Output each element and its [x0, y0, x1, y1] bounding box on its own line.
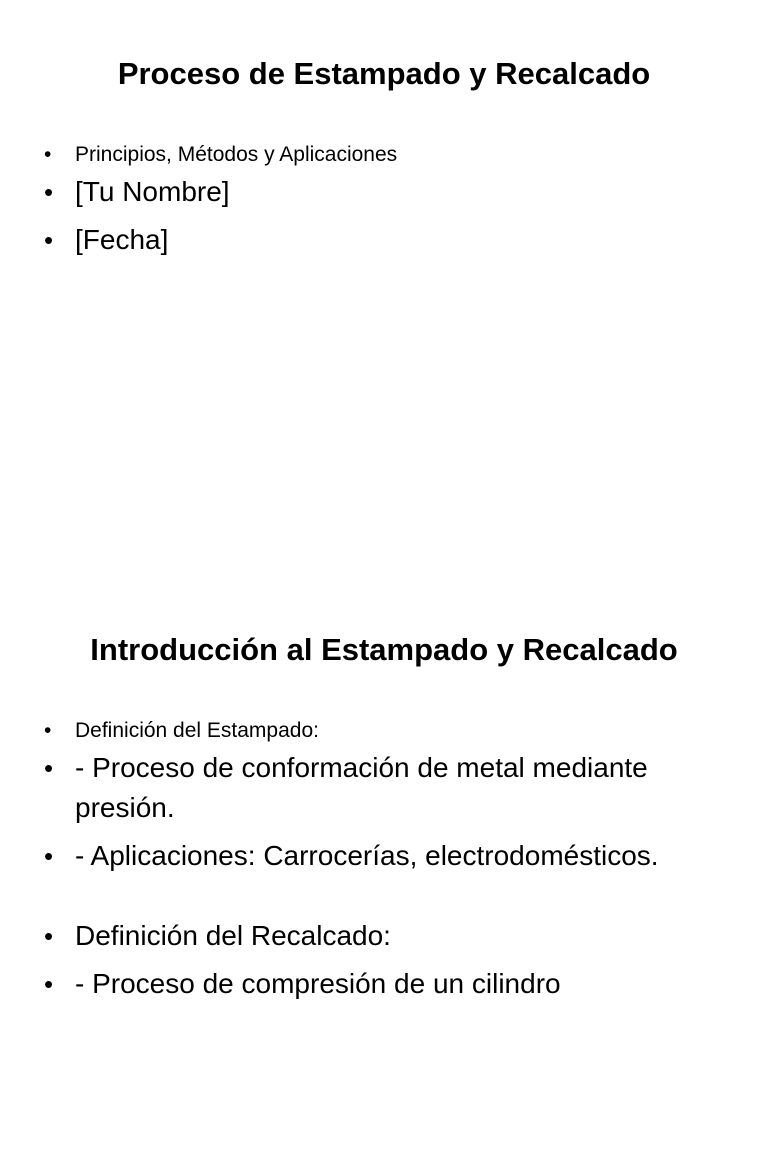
bullet-glyph: •: [44, 753, 54, 783]
bullet-list: [44, 140, 734, 268]
bullet-item: [44, 220, 734, 260]
bullet-glyph: •: [44, 143, 52, 166]
bullet-item: [44, 140, 734, 170]
bullet-glyph: •: [44, 719, 52, 742]
bullet-text: - Aplicaciones: Carrocerías, electrodomésticos.: [75, 840, 659, 871]
bullet-glyph: •: [44, 225, 54, 255]
bullet-glyph: •: [44, 921, 54, 951]
bullet-glyph: •: [44, 841, 54, 871]
slide-title: Introducción al Estampado y Recalcado: [90, 632, 678, 667]
slide-2: [0, 576, 768, 1152]
bullet-item: [44, 748, 734, 828]
bullet-text: Definición del Estampado:: [75, 719, 319, 742]
bullet-text: Definición del Recalcado:: [75, 920, 391, 951]
bullet-text: [Fecha]: [75, 224, 169, 255]
bullet-text: - Proceso de compresión de un cilindro: [75, 968, 561, 999]
bullet-text: Principios, Métodos y Aplicaciones: [75, 143, 398, 166]
bullet-item: [44, 916, 734, 956]
bullet-item: [44, 836, 734, 876]
bullet-text: [Tu Nombre]: [75, 176, 230, 207]
bullet-item: [44, 172, 734, 212]
bullet-list: [44, 716, 734, 1012]
slide-title: Proceso de Estampado y Recalcado: [117, 56, 651, 91]
bullet-item: [44, 716, 734, 746]
bullet-item: [44, 964, 734, 1004]
bullet-glyph: •: [44, 177, 54, 207]
bullet-text: - Proceso de conformación de metal mediante presión.: [75, 752, 648, 823]
bullet-glyph: •: [44, 969, 54, 999]
